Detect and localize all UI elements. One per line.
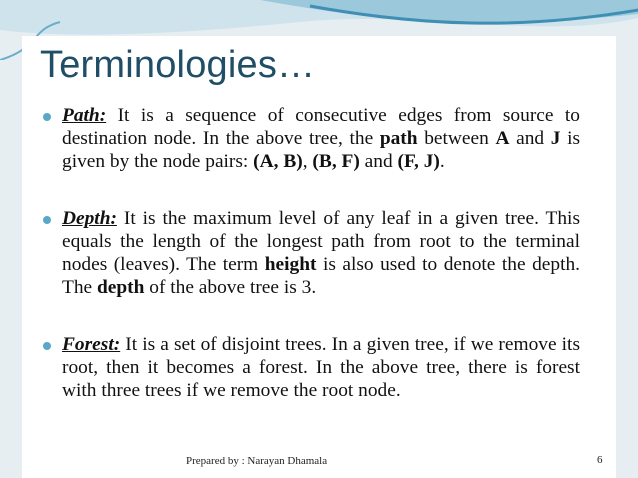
bullet-text [62,104,580,173]
body-text: . [439,151,445,172]
bullet-dot-icon [43,113,51,121]
body-text: is also used to denote the depth. The [62,254,581,298]
bold-text: J [550,128,561,149]
bullet-list [40,104,580,436]
page-number: 6 [597,454,603,466]
body-text: It is a sequence of consecutive edges from source to destination node. In the above tree, the [62,105,580,149]
bold-text: path [379,128,418,149]
body-text: of the above tree is 3. [144,277,317,298]
body-text: and [359,151,398,172]
body-text: is given by the node pairs: [62,128,581,172]
bullet-item [40,104,580,173]
body-text: and [509,128,551,149]
bold-text: A [495,128,510,149]
body-text: between [417,128,496,149]
bullet-item [40,333,580,402]
bold-text: depth [97,277,145,298]
bullet-item [40,207,580,299]
bold-text: height [264,254,317,275]
bullet-dot-icon [43,342,51,350]
term-heading: Forest: [62,334,121,355]
term-heading: Depth: [62,208,117,229]
body-text: , [302,151,313,172]
bold-text: (B, F) [312,151,360,172]
term-heading: Path: [62,105,107,126]
bold-text: (A, B) [253,151,303,172]
bullet-dot-icon [43,216,51,224]
footer-author: Prepared by : Narayan Dhamala [186,455,328,467]
bullet-text [62,207,580,299]
slide-title: Terminologies… [40,44,316,86]
body-text: It is the maximum level of any leaf in a given tree. This equals the length of the longest path from root to the terminal nodes (leaves). The term [62,208,580,275]
bold-text: (F, J) [397,151,440,172]
body-text: It is a set of disjoint trees. In a given tree, if we remove its root, then it becomes a forest. In the above tree, there is forest with three trees if we remove the root node. [62,334,580,401]
bullet-text [62,333,580,402]
